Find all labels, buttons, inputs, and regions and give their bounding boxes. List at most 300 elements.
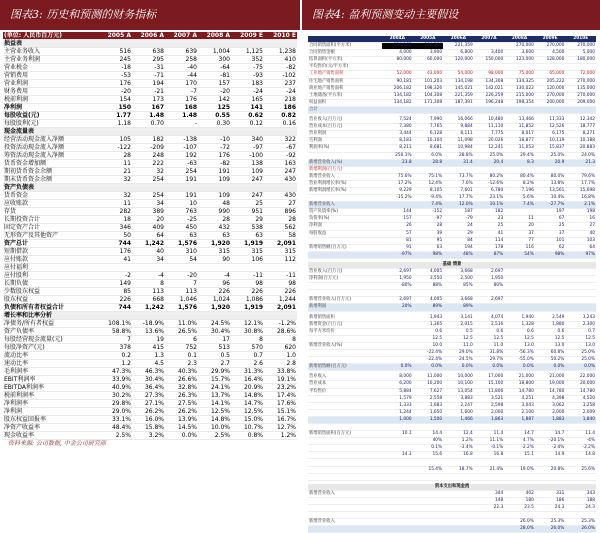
cell-value: 1,943 (413, 315, 444, 322)
table-row (308, 466, 596, 473)
cell-value (132, 312, 165, 320)
cell-value: 7,765 (413, 124, 444, 131)
cell-value: 226 (264, 288, 297, 296)
cell-value: 26.0% (504, 519, 535, 526)
cell-value (382, 490, 413, 497)
cell-value (198, 128, 231, 136)
row-label: 短期借款 (3, 248, 99, 256)
cell-value (264, 184, 297, 192)
cell-value: 10.0% (198, 424, 231, 432)
cell-value: 23.8 (382, 159, 413, 166)
cell-value: 14.1% (198, 400, 231, 408)
cell-value (474, 512, 505, 519)
cell-value: 104,308 (413, 43, 444, 50)
cell-value: 148 (474, 497, 505, 504)
cell-value: 17,000 (474, 374, 505, 381)
cell-value (504, 64, 535, 71)
cell-value (565, 283, 596, 290)
cell-value: 20,000 (565, 381, 596, 388)
table-row (3, 240, 297, 248)
cell-value: 744 (99, 240, 132, 248)
cell-value: 28.6% (264, 328, 297, 336)
cell-value: 134,182 (382, 92, 413, 99)
cell-value: 18,800 (504, 381, 535, 388)
cell-value: 48% (443, 251, 474, 258)
cell-value: 538 (231, 224, 264, 232)
cell-value: 12.5 (504, 335, 535, 342)
cell-value (535, 106, 566, 113)
cell-value: 22,000 (565, 374, 596, 381)
cell-value: 75.1% (413, 173, 444, 180)
cell-value: 8,105 (413, 187, 444, 194)
cell-value: 5,000 (565, 50, 596, 57)
cell-value: 430 (264, 192, 297, 200)
cell-value: 14.4 (413, 431, 444, 438)
cell-value: 183 (231, 80, 264, 88)
row-label: 新增资金(百万元) (308, 321, 382, 328)
cell-value: 1,919 (231, 304, 264, 312)
cell-value: 0.5 (443, 328, 474, 335)
cell-value (382, 166, 413, 173)
cell-value: 0.0% (413, 364, 444, 371)
column-header: 2010 E (264, 32, 297, 40)
table-row (3, 152, 297, 160)
cell-value: 415 (132, 344, 165, 352)
cell-value: 16,066 (443, 117, 474, 124)
cell-value (382, 357, 413, 364)
right-panel (302, 0, 600, 532)
cell-value: -2.2% (504, 445, 535, 452)
table-row (308, 117, 596, 124)
cell-value: 63 (198, 232, 231, 240)
cell-value: 247 (264, 168, 297, 176)
table-row (308, 438, 596, 445)
cell-value: -4% (565, 438, 596, 445)
cell-value: 1,950 (474, 276, 505, 283)
cell-value (132, 128, 165, 136)
cell-value: 11,110 (474, 124, 505, 131)
cell-value: 141 (231, 104, 264, 112)
cell-value: 198,354 (504, 99, 535, 106)
section-row (3, 40, 297, 48)
table-row (308, 276, 596, 283)
table-row (308, 50, 596, 57)
table-row (308, 512, 596, 519)
cell-value: 16.8% (565, 195, 596, 202)
table-row (3, 176, 297, 184)
cell-value: -53 (99, 72, 132, 80)
cell-value: 0.0% (165, 432, 198, 440)
row-label: 负债和所有者权益合计 (3, 304, 99, 312)
cell-value: -2.2% (565, 445, 596, 452)
assumption-block (308, 374, 596, 480)
cell-value: 6,800 (443, 50, 474, 57)
column-header: 2006A (443, 36, 474, 43)
column-header: 2008A (504, 36, 535, 43)
cell-value: 0.0% (504, 364, 535, 371)
cell-value: 12.5% (198, 408, 231, 416)
table-row (308, 138, 596, 145)
row-label: 货币资金 (3, 192, 99, 200)
table-row (3, 328, 297, 336)
cell-value (443, 512, 474, 519)
cell-value: 0.6 (413, 328, 444, 335)
cell-value: 0.12 (231, 120, 264, 128)
row-label: 期末货币资金余额 (3, 176, 99, 184)
cell-value: 15.4% (413, 466, 444, 473)
table-row (308, 71, 596, 78)
cell-value: 15.1% (264, 408, 297, 416)
cell-value: 77 (504, 237, 535, 244)
row-label (308, 409, 382, 416)
cell-value: 221,359 (443, 43, 474, 50)
cell-value: -107 (165, 144, 198, 152)
cell-value (99, 264, 132, 272)
cell-value (535, 283, 566, 290)
cell-value: 7,524 (382, 117, 413, 124)
cell-value: -22.4% (413, 350, 444, 357)
left-title-banner: 图表3: 历史和预测的财务指标 (0, 0, 300, 30)
cell-value: 7,990 (413, 117, 444, 124)
row-label: 筹资活动现金流入净额 (3, 152, 99, 160)
cell-value: 150 (99, 104, 132, 112)
cell-value: 26.6% (165, 376, 198, 384)
cell-value: 1,500 (413, 416, 444, 423)
cell-value: 28 (99, 152, 132, 160)
cell-value: 331 (535, 490, 566, 497)
row-label: 资产负债表 (3, 184, 99, 192)
cell-value: 752 (165, 344, 198, 352)
cell-value (99, 40, 132, 48)
cell-value: 10,200 (413, 381, 444, 388)
cell-value: 157 (198, 80, 231, 88)
cell-value: 11.0 (443, 342, 474, 349)
cell-value: 134,182 (382, 43, 413, 50)
cell-value: 17.6% (264, 400, 297, 408)
cell-value: 24.1% (198, 384, 231, 392)
cell-value: 1,242 (132, 240, 165, 248)
cell-value: 8,183 (382, 138, 413, 145)
cell-value (474, 106, 505, 113)
table-row (308, 423, 596, 430)
cell-value: 81 (382, 237, 413, 244)
row-label: 净债务/所有者权益 (3, 320, 99, 328)
row-label: 平均售价(元/平方米) (308, 64, 382, 71)
cell-value: 11.1% (474, 438, 505, 445)
cell-value: 176 (165, 96, 198, 104)
row-label: 毛利润 (308, 138, 382, 145)
cell-value: 0.70 (132, 120, 165, 128)
cell-value: 13,054 (443, 388, 474, 395)
cell-value: 29.4% (504, 152, 535, 159)
cell-value: 75.6% (382, 173, 413, 180)
cell-value (382, 505, 413, 512)
table-row (3, 408, 297, 416)
table-row (308, 145, 596, 152)
cell-value: 1.2% (264, 432, 297, 440)
cell-value: 315 (231, 248, 264, 256)
cell-value: 112 (264, 256, 297, 264)
cell-value: 96 (198, 280, 231, 288)
cell-value: 170 (165, 80, 198, 88)
cell-value: -0.1% (474, 445, 505, 452)
table-row (3, 296, 297, 304)
cell-value: -209 (132, 144, 165, 152)
cell-value: 226 (99, 296, 132, 304)
cell-value: 13.8% (535, 180, 566, 187)
cell-value: 300 (198, 56, 231, 64)
cell-value: 3,243 (565, 315, 596, 322)
table-row (308, 388, 596, 395)
cell-value: 7.6% (443, 180, 474, 187)
cell-value (535, 423, 566, 430)
table-row (308, 395, 596, 402)
cell-value: 2,697 (474, 297, 505, 304)
cell-value: 36.4% (132, 384, 165, 392)
row-label: 每股经营现金流量(元) (3, 336, 99, 344)
cell-value: 29.7% (474, 357, 505, 364)
cell-value: 26.2% (132, 408, 165, 416)
cell-value: 2,300 (565, 321, 596, 328)
row-label: 无形资产及其他资产 (3, 232, 99, 240)
row-label: 财务费用 (3, 88, 99, 96)
table-row (3, 272, 297, 280)
cell-value: 1,579 (382, 395, 413, 402)
column-header (308, 36, 382, 43)
cell-value: 12.5 (565, 335, 596, 342)
cell-value: 106 (231, 256, 264, 264)
section-title: 基础 情景 (308, 262, 596, 269)
cell-value: 109 (231, 168, 264, 176)
cell-value: 990 (198, 208, 231, 216)
cell-value: 2,091 (264, 304, 297, 312)
cell-value: -18.9% (132, 320, 165, 328)
cell-value: -1.2% (264, 320, 297, 328)
cell-value: 1,046 (165, 296, 198, 304)
cell-value (382, 106, 413, 113)
cell-value: 24.3 (535, 505, 566, 512)
table-row (308, 409, 596, 416)
cell-value: 1.3 (132, 352, 165, 360)
cell-value: 79.6% (565, 173, 596, 180)
cell-value: -97 (413, 216, 444, 223)
cell-value: 12.1% (231, 320, 264, 328)
cell-value: 27.5% (165, 400, 198, 408)
cell-value (132, 184, 165, 192)
cell-value: -11 (264, 272, 297, 280)
cell-value: 23.1% (474, 195, 505, 202)
cell-value: 64 (565, 244, 596, 251)
cell-value: 3,043 (504, 402, 535, 409)
cell-value: 104,308 (413, 92, 444, 99)
cell-value: 1,333 (382, 402, 413, 409)
cell-value (443, 423, 474, 430)
row-label: 营业收入 (308, 374, 382, 381)
cell-value: 48 (198, 200, 231, 208)
cell-value: 8.3 (504, 159, 535, 166)
cell-value: -18 (99, 64, 132, 72)
cell-value (474, 64, 505, 71)
cell-value: 33.8% (264, 368, 297, 376)
cell-value: 103 (565, 237, 596, 244)
cell-value: 64 (132, 232, 165, 240)
cell-value (264, 40, 297, 48)
table-row (3, 208, 297, 216)
cell-value (504, 473, 535, 480)
cell-value: 11.4 (565, 431, 596, 438)
cell-value: 20.9% (231, 384, 264, 392)
cell-value (413, 526, 444, 533)
cell-value: 215,000 (504, 92, 535, 99)
cell-value (535, 290, 566, 297)
cell-value: 0.6 (474, 328, 505, 335)
table-row (308, 187, 596, 194)
row-label: 营业税金 (3, 64, 99, 72)
table-row (308, 131, 596, 138)
section-row (3, 184, 297, 192)
cell-value: 25.0% (565, 350, 596, 357)
row-label: 净利润 (3, 408, 99, 416)
cell-value: 176 (198, 152, 231, 160)
row-label: 新增利润 (308, 304, 382, 311)
table-row (308, 43, 596, 50)
cell-value: 16.8 (443, 452, 474, 459)
row-label: 每股股利(元) (3, 120, 99, 128)
row-label: 现金流量表 (3, 128, 99, 136)
row-label (308, 459, 382, 466)
cell-value: 25.0% (474, 152, 505, 159)
cell-value: 0.62 (231, 112, 264, 120)
cell-value: 15.7% (198, 376, 231, 384)
table-row (308, 195, 596, 202)
cell-value (382, 459, 413, 466)
cell-value (99, 184, 132, 192)
table-row (308, 381, 596, 388)
cell-value (165, 312, 198, 320)
row-label (308, 497, 382, 504)
cell-value: 2,598 (474, 402, 505, 409)
row-label (308, 402, 382, 409)
cell-value: -21 (132, 88, 165, 96)
row-label: 净资产收益率 (3, 424, 99, 432)
cell-value: -7 (165, 88, 198, 96)
cell-value: 3,062 (535, 402, 566, 409)
cell-value: 178 (474, 244, 505, 251)
row-label (308, 438, 382, 445)
row-label: 土地储备(平方米) (308, 92, 382, 99)
cell-value: 0.0% (382, 364, 413, 371)
cell-value: 154 (99, 96, 132, 104)
cell-value: 40.9% (99, 384, 132, 392)
cell-value: 744 (99, 304, 132, 312)
row-label: EBITDA利润率 (3, 384, 99, 392)
cell-value (382, 512, 413, 519)
row-label (308, 452, 382, 459)
cell-value: 8,017 (504, 131, 535, 138)
table-row (308, 519, 596, 526)
cell-value: 14.7 (504, 431, 535, 438)
cell-value: 25.6% (565, 466, 596, 473)
cell-value: 17 (198, 336, 231, 344)
table-row (308, 78, 596, 85)
cell-value: 1,244 (382, 409, 413, 416)
cell-value: 2,549 (535, 315, 566, 322)
cell-value (504, 512, 535, 519)
cell-value: 13,466 (504, 117, 535, 124)
table-row (308, 304, 596, 311)
cell-value: 1,920 (198, 240, 231, 248)
cell-value: 37 (535, 230, 566, 237)
cell-value: 10.1 (382, 431, 413, 438)
row-label: 长期投资合计 (3, 216, 99, 224)
cell-value (474, 519, 505, 526)
cell-value: 60.8% (535, 350, 566, 357)
cell-value (264, 264, 297, 272)
cell-value: 24 (443, 223, 474, 230)
cell-value (382, 438, 413, 445)
cell-value (535, 64, 566, 71)
table-row (3, 384, 297, 392)
cell-value: 237 (264, 80, 297, 88)
section-row (3, 312, 297, 320)
cell-value: 4,398 (535, 395, 566, 402)
table-row (308, 290, 596, 297)
cell-value (99, 128, 132, 136)
row-label (308, 416, 382, 423)
cell-value: 150,000 (474, 57, 505, 64)
cell-value: 194 (132, 80, 165, 88)
cell-value: 109 (198, 192, 231, 200)
cell-value: 30.2% (99, 392, 132, 400)
cell-value: 1,242 (132, 304, 165, 312)
cell-value: 29.9% (198, 368, 231, 376)
table-row (3, 392, 297, 400)
cell-value: 1,466 (443, 416, 474, 423)
row-label: 税前利润率 (3, 392, 99, 400)
cell-value: 26 (382, 223, 413, 230)
cell-value: 125 (198, 104, 231, 112)
cell-value: -12.6% (474, 180, 505, 187)
row-label: 净利润 (308, 223, 382, 230)
cell-value: 1,950 (382, 276, 413, 283)
cell-value: 167 (132, 104, 165, 112)
cell-value: 409 (132, 224, 165, 232)
cell-value: 80.0% (535, 173, 566, 180)
cell-value: 0.0% (565, 364, 596, 371)
cell-value: 2,500 (443, 276, 474, 283)
cell-value: 11 (99, 160, 132, 168)
cell-value (413, 512, 444, 519)
cell-value: 1,004 (198, 48, 231, 56)
cell-value: 2.8 (264, 360, 297, 368)
cell-value: 191 (165, 176, 198, 184)
cell-value (443, 106, 474, 113)
cell-value: 206,182 (382, 85, 413, 92)
cell-value: -20.1% (535, 438, 566, 445)
cell-value: 11.0 (474, 342, 505, 349)
cell-value: 11,852 (504, 124, 535, 131)
row-label: 经营活动现金流入净额 (3, 136, 99, 144)
table-row (3, 120, 297, 128)
cell-value: 1,840 (565, 416, 596, 423)
row-label: 新增营业收入(%) (308, 159, 382, 166)
table-row (308, 152, 596, 159)
cell-value: 11,806 (474, 388, 505, 395)
row-label (308, 283, 382, 290)
cell-value: 11,333 (535, 117, 566, 124)
cell-value: 40.3% (165, 368, 198, 376)
cell-value: 11,000 (413, 374, 444, 381)
